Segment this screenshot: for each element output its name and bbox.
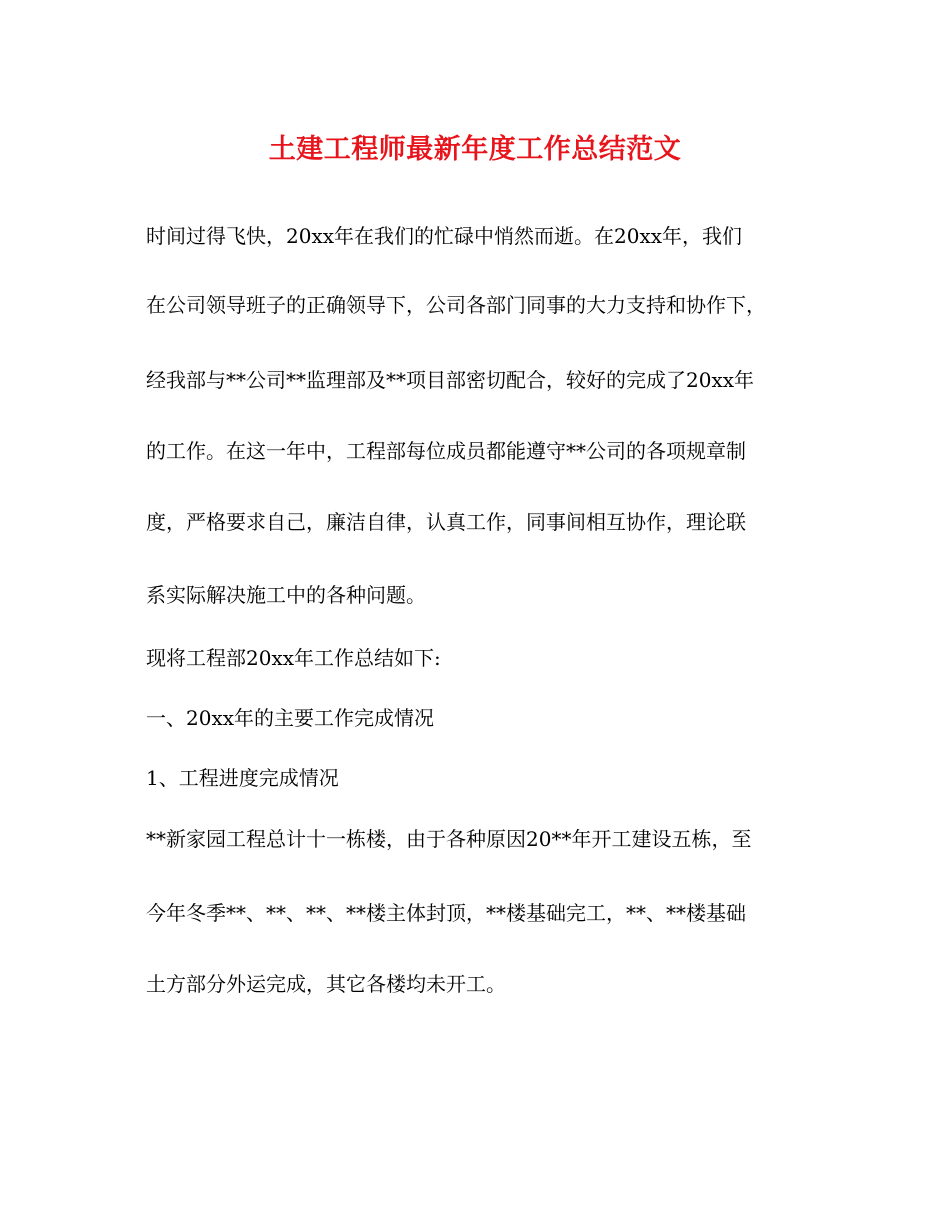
body-line-3: 经我部与**公司**监理部及**项目部密切配合，较好的完成了20xx年 xyxy=(146,368,755,392)
body-line-11: 今年冬季**、**、**、**楼主体封顶，**楼基础完工，**、**楼基础 xyxy=(146,901,746,925)
body-line-5: 度，严格要求自己，廉洁自律，认真工作，同事间相互协作，理论联 xyxy=(146,510,746,534)
body-line-6: 系实际解决施工中的各种问题。 xyxy=(146,583,426,607)
body-line-7: 现将工程部20xx年工作总结如下: xyxy=(146,646,441,670)
body-line-1: 时间过得飞快，20xx年在我们的忙碌中悄然而逝。在20xx年，我们 xyxy=(146,224,743,248)
section-heading: 一、20xx年的主要工作完成情况 xyxy=(146,706,435,730)
body-line-4: 的工作。在这一年中，工程部每位成员都能遵守**公司的各项规章制 xyxy=(146,439,746,463)
subsection-heading: 1、工程进度完成情况 xyxy=(146,766,339,790)
document-title: 土建工程师最新年度工作总结范文 xyxy=(268,134,682,165)
body-line-12: 土方部分外运完成，其它各楼均未开工。 xyxy=(146,972,506,996)
body-line-2: 在公司领导班子的正确领导下，公司各部门同事的大力支持和协作下， xyxy=(146,293,766,317)
body-line-10: **新家园工程总计十一栋楼，由于各种原因20**年开工建设五栋，至 xyxy=(146,827,752,851)
